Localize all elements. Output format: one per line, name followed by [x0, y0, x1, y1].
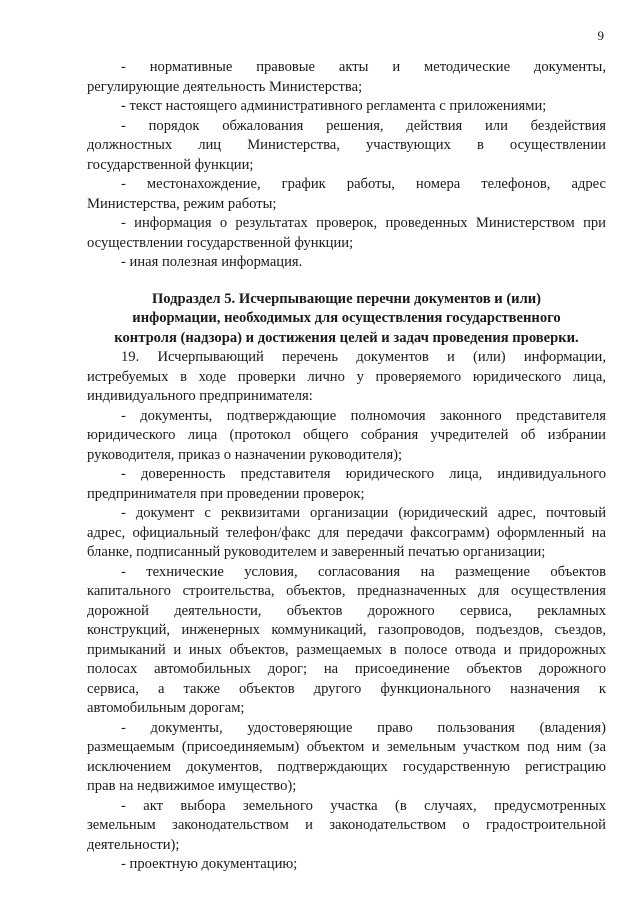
subsection-heading	[87, 290, 606, 349]
list-item	[87, 719, 606, 797]
text-line: сервиса, а также объектов другого функционального назначения к	[87, 680, 606, 697]
list-item	[87, 348, 606, 407]
text-line: - информация о результатах проверок, проведенных Министерством при	[121, 215, 606, 231]
text-line: истребуемых в ходе проверки лично у проверяемого юридического лица,	[87, 368, 606, 385]
text-line: автомобильным дорогам;	[87, 700, 245, 716]
text-line: капитального строительства, объектов, предназначенных для осуществления	[87, 583, 606, 599]
list-item	[87, 563, 606, 719]
heading-line: контроля (надзора) и достижения целей и задач проведения проверки.	[114, 329, 579, 346]
text-line: - документы, удостоверяющие право пользования (владения)	[121, 719, 606, 736]
text-line: земельным законодательством и законодательством о градостроительной	[87, 817, 606, 833]
text-line: - проектную документацию;	[121, 856, 298, 872]
list-item	[87, 797, 606, 856]
text-line: - акт выбора земельного участка (в случаях, предусмотренных	[121, 797, 606, 814]
text-line: 19. Исчерпывающий перечень документов и (или) информации,	[121, 349, 606, 365]
list-item	[87, 407, 606, 466]
text-line: - документы, подтверждающие полномочия законного представителя	[121, 407, 606, 424]
document-body	[87, 58, 606, 875]
text-line: руководителя, приказ о назначении руководителя);	[87, 446, 403, 463]
text-line: - документ с реквизитами организации (юридический адрес, почтовый	[121, 505, 606, 521]
list-item	[87, 58, 606, 97]
text-line: - доверенность представителя юридического лица, индивидуального	[121, 466, 606, 482]
list-item	[87, 504, 606, 563]
text-line: индивидуального предпринимателя:	[87, 388, 313, 404]
text-line: прав на недвижимое имущество);	[87, 778, 297, 794]
text-line: - иная полезная информация.	[121, 254, 303, 270]
text-line: должностных лиц Министерства, участвующих в осуществлении	[87, 137, 606, 153]
text-line: предпринимателя при проведении проверок;	[87, 485, 365, 502]
text-line: - технические условия, согласования на размещение объектов	[121, 563, 606, 580]
heading-line: информации, необходимых для осуществления государственного	[132, 310, 561, 326]
list-item	[87, 253, 606, 273]
text-line: конструкций, инженерных коммуникаций, газопроводов, подъездов, съездов,	[87, 622, 606, 638]
text-line: адрес, официальный телефон/факс для передачи факсограмм) оформленный на	[87, 524, 606, 541]
text-line: - текст настоящего административного регламента с приложениями;	[121, 98, 547, 114]
text-line: размещаемым (присоединяемым) объектом и земельным участком под ним (за	[87, 739, 606, 755]
text-line: регулирующие деятельность Министерства;	[87, 78, 363, 95]
text-line: государственной функции;	[87, 156, 254, 173]
list-item	[87, 97, 606, 117]
list-item	[87, 214, 606, 253]
text-line: бланке, подписанный руководителем и заверенный печатью организации;	[87, 544, 546, 560]
info-list	[87, 58, 606, 273]
text-line: полосах автомобильных дорог; на присоединение объектов дорожного	[87, 661, 606, 677]
text-line: исключением документов, подтверждающих государственную регистрацию	[87, 758, 606, 775]
text-line: деятельности);	[87, 836, 180, 853]
text-line: Министерства, режим работы;	[87, 195, 277, 212]
text-line: осуществлении государственной функции;	[87, 234, 354, 251]
list-item	[87, 175, 606, 214]
page-number: 9	[597, 28, 604, 43]
documents-list	[87, 348, 606, 875]
text-line: - нормативные правовые акты и методические документы,	[121, 59, 606, 75]
list-item	[87, 465, 606, 504]
text-line: - местонахождение, график работы, номера телефонов, адрес	[121, 176, 606, 192]
text-line: дорожной деятельности, объектов дорожного сервиса, рекламных	[87, 602, 606, 619]
list-item	[87, 117, 606, 176]
text-line: - порядок обжалования решения, действия или бездействия	[121, 117, 606, 134]
text-line: юридического лица (протокол общего собрания учредителей об избрании	[87, 427, 606, 443]
text-line: примыканий и иных объектов, размещаемых в полосе отвода и придорожных	[87, 641, 606, 658]
heading-line: Подраздел 5. Исчерпывающие перечни документов и (или)	[151, 290, 542, 307]
list-item	[87, 855, 606, 875]
